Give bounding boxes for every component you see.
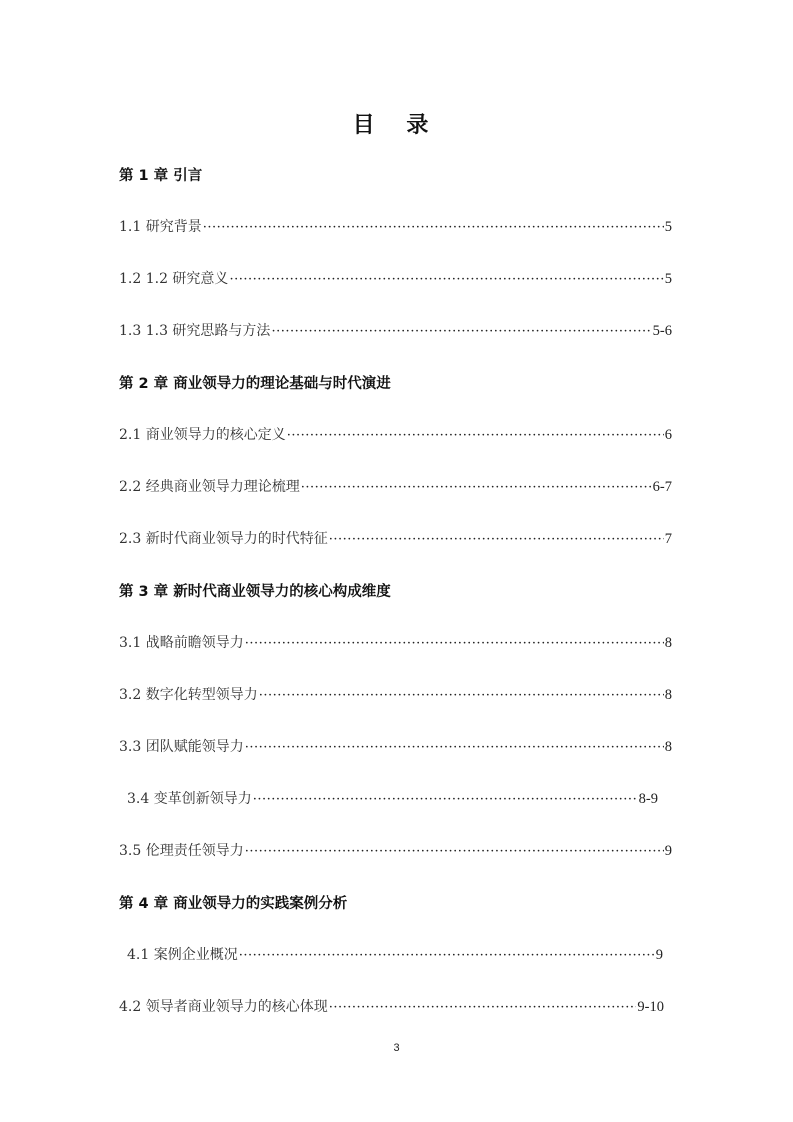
entry-page: 8 bbox=[664, 739, 672, 755]
toc-entry-3-3[interactable] bbox=[119, 736, 672, 756]
toc-entry-2-3[interactable] bbox=[119, 528, 672, 548]
toc-title: 目 录 bbox=[352, 113, 441, 138]
toc-entry-2-2[interactable] bbox=[119, 476, 672, 496]
entry-label: 3.3 团队赋能领导力 bbox=[119, 739, 244, 755]
toc-entry-3-5[interactable] bbox=[119, 840, 672, 860]
entry-page: 8-9 bbox=[638, 791, 658, 807]
dot-leader bbox=[245, 636, 664, 651]
dot-leader bbox=[203, 220, 664, 235]
dot-leader bbox=[245, 740, 664, 755]
toc-entry-1-1[interactable] bbox=[119, 216, 672, 236]
dot-leader bbox=[329, 1000, 637, 1015]
toc-entry-4-2[interactable] bbox=[119, 996, 664, 1016]
entry-page: 5-6 bbox=[652, 323, 672, 339]
entry-label: 2.3 新时代商业领导力的时代特征 bbox=[119, 531, 328, 547]
entry-label: 3.4 变革创新领导力 bbox=[127, 791, 252, 807]
toc-entry-1-3[interactable] bbox=[119, 320, 672, 340]
chapter-3-heading: 第 3 章 新时代商业领导力的核心构成维度 bbox=[119, 584, 391, 600]
entry-label: 4.1 案例企业概况 bbox=[127, 947, 238, 963]
entry-page: 8 bbox=[664, 687, 672, 703]
dot-leader bbox=[229, 272, 663, 287]
entry-label: 1.1 研究背景 bbox=[119, 219, 202, 235]
dot-leader bbox=[301, 480, 652, 495]
entry-label: 4.2 领导者商业领导力的核心体现 bbox=[119, 999, 328, 1015]
dot-leader bbox=[253, 792, 638, 807]
entry-page: 5 bbox=[664, 271, 672, 287]
toc-entry-3-4[interactable] bbox=[127, 788, 658, 808]
dot-leader bbox=[245, 844, 664, 859]
toc-entry-1-2[interactable] bbox=[119, 268, 672, 288]
entry-label: 2.2 经典商业领导力理论梳理 bbox=[119, 479, 300, 495]
entry-label: 1.2 1.2 研究意义 bbox=[119, 271, 229, 287]
dot-leader bbox=[239, 948, 655, 963]
entry-label: 2.1 商业领导力的核心定义 bbox=[119, 427, 286, 443]
toc-entry-3-1[interactable] bbox=[119, 632, 672, 652]
toc-entry-4-1[interactable] bbox=[127, 944, 663, 964]
chapter-4-heading: 第 4 章 商业领导力的实践案例分析 bbox=[119, 896, 348, 912]
dot-leader bbox=[287, 428, 664, 443]
entry-label: 3.2 数字化转型领导力 bbox=[119, 687, 258, 703]
chapter-1-heading: 第 1 章 引言 bbox=[119, 168, 203, 184]
chapter-2-heading: 第 2 章 商业领导力的理论基础与时代演进 bbox=[119, 376, 391, 392]
dot-leader bbox=[259, 688, 664, 703]
entry-page: 8 bbox=[664, 635, 672, 651]
entry-page: 7 bbox=[664, 531, 672, 547]
entry-page: 5 bbox=[664, 219, 672, 235]
entry-page: 9 bbox=[664, 843, 672, 859]
entry-page: 6-7 bbox=[652, 479, 672, 495]
dot-leader bbox=[271, 324, 651, 339]
entry-page: 9-10 bbox=[637, 999, 664, 1015]
dot-leader bbox=[329, 532, 664, 547]
entry-label: 3.1 战略前瞻领导力 bbox=[119, 635, 244, 651]
toc-entry-3-2[interactable] bbox=[119, 684, 672, 704]
page-number: 3 bbox=[393, 1042, 400, 1054]
entry-page: 6 bbox=[664, 427, 672, 443]
entry-label: 1.3 1.3 研究思路与方法 bbox=[119, 323, 271, 339]
entry-label: 3.5 伦理责任领导力 bbox=[119, 843, 244, 859]
entry-page: 9 bbox=[655, 947, 663, 963]
toc-entry-2-1[interactable] bbox=[119, 424, 672, 444]
